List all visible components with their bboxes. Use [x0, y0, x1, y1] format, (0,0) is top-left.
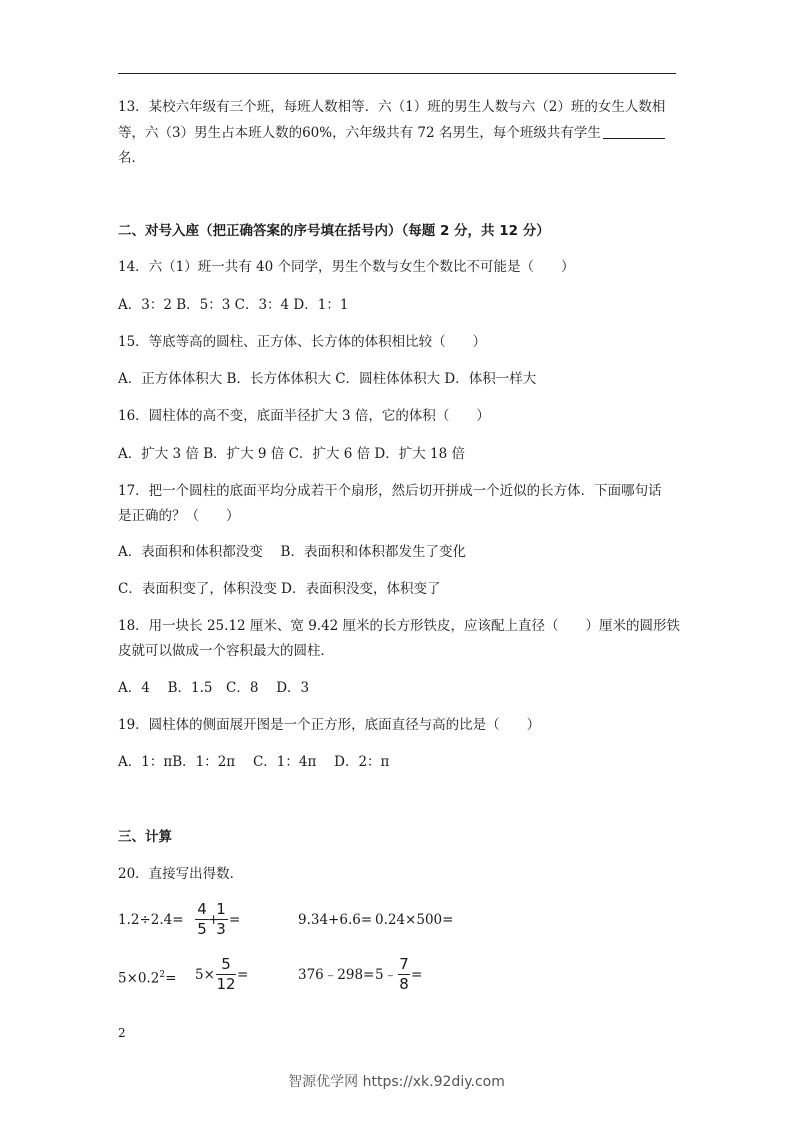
numerator: 4 [197, 900, 207, 918]
q16-stem: 16．圆柱体的高不变，底面半径扩大 3 倍，它的体积（ ） [118, 408, 490, 424]
watermark: 智源优学网 https://xk.92diy.com [288, 1074, 505, 1090]
page-number: 2 [118, 1026, 126, 1040]
denominator: 3 [216, 920, 226, 938]
q13-line1: 13．某校六年级有三个班，每班人数相等．六（1）班的男生人数与六（2）班的女生人数相 [118, 99, 666, 115]
q16-options: A．扩大 3 倍 B．扩大 9 倍 C．扩大 6 倍 D．扩大 18 倍 [118, 446, 465, 462]
exponent: 2 [159, 970, 166, 980]
q17-options2: C．表面积变了，体积没变 D．表面积没变，体积变了 [118, 581, 441, 597]
q15-options: A．正方体体积大 B．长方体体积大 C．圆柱体体积大 D．体积一样大 [118, 371, 537, 387]
q13-line2-text: 等，六（3）男生占本班人数的60%，六年级共有 72 名男生，每个班级共有学生 [118, 125, 601, 141]
expr-1: 1.2÷2.4= [118, 912, 184, 928]
q13-line2 [118, 124, 665, 142]
q20-stem: 20．直接写出得数． [118, 866, 244, 882]
denominator: 5 [197, 920, 207, 938]
equals-sign: = [411, 967, 423, 983]
q14-options: A．3：2 B．5：3 C．3：4 D．1：1 [118, 297, 349, 313]
numerator: 7 [399, 955, 409, 973]
equals-sign: = [237, 967, 249, 983]
expr-4: 0.24×500= [375, 912, 454, 928]
expr-5-eq: = [165, 970, 177, 987]
expr-8-prefix: 5﹣ [375, 967, 398, 983]
section2-title: 二、对号入座（把正确答案的序号填在括号内）（每题 2 分，共 12 分） [118, 223, 550, 239]
denominator: 8 [399, 975, 409, 993]
fraction-5-12 [216, 956, 236, 993]
q17-stem1: 17．把一个圆柱的底面平均分成若干个扇形，然后切开拼成一个近似的长方体．下面哪句话 [118, 483, 662, 499]
fraction-1-3 [214, 901, 228, 938]
q17-options1: A．表面积和体积都没变 B．表面积和体积都发生了变化 [118, 544, 466, 560]
plus-sign: + [208, 912, 220, 928]
q15-stem: 15．等底等高的圆柱、正方体、长方体的体积相比较（ ） [118, 334, 487, 350]
fraction-7-8 [398, 956, 410, 993]
numerator: 5 [221, 955, 231, 973]
q18-options: A．4 B．1.5 C．8 D．3 [118, 680, 310, 696]
q19-options: A．1：πB．1：2π C．1：4π D．2：π [118, 754, 390, 770]
header-rule [118, 73, 676, 74]
denominator: 12 [216, 975, 236, 993]
expr-7: 376﹣298= [298, 967, 375, 983]
q13-line3: 名． [118, 150, 145, 166]
expr-5 [118, 966, 176, 988]
q17-stem2: 是正确的？（ ） [118, 508, 240, 524]
q18-stem2: 皮就可以做成一个容积最大的圆柱． [118, 643, 334, 659]
q14-stem: 14．六（1）班一共有 40 个同学，男生个数与女生个数比不可能是（ ） [118, 259, 575, 275]
expr-6-prefix: 5× [195, 967, 215, 983]
fraction-4-5 [195, 901, 209, 938]
answer-blank[interactable] [603, 124, 665, 139]
q18-stem1: 18．用一块长 25.12 厘米、宽 9.42 厘米的长方形铁皮，应该配上直径（ ）厘米的圆形铁 [118, 618, 681, 634]
section3-title: 三、计算 [118, 829, 172, 845]
numerator: 1 [216, 900, 226, 918]
q19-stem: 19．圆柱体的侧面展开图是一个正方形，底面直径与高的比是（ ） [118, 717, 541, 733]
expr-3: 9.34+6.6= [298, 912, 373, 928]
expr-5-base: 5×0.2 [118, 970, 160, 987]
equals-sign: = [229, 912, 241, 928]
